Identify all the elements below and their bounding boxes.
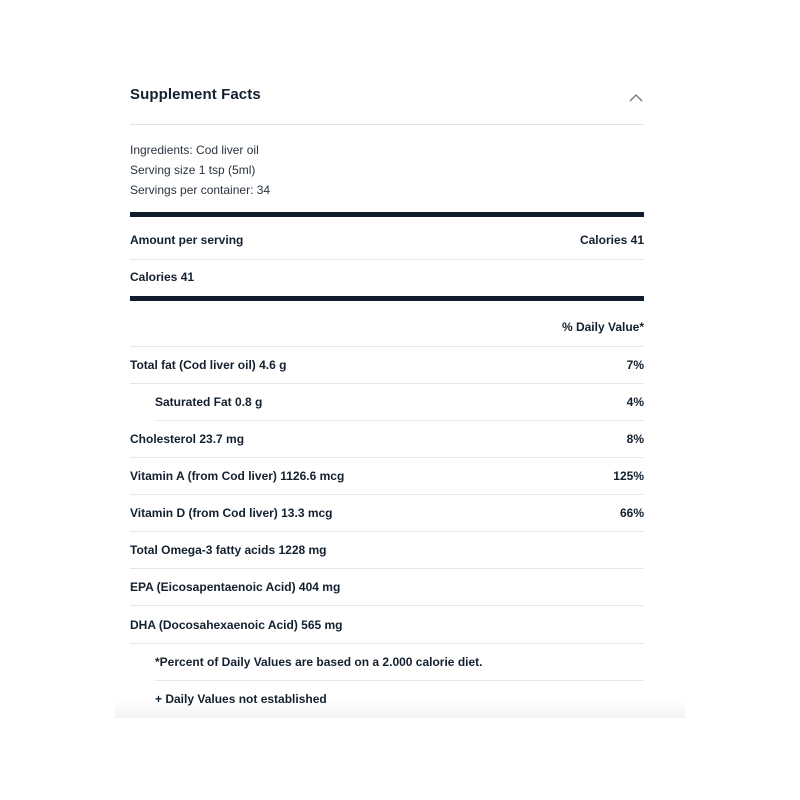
supplement-facts-header[interactable] [130,72,643,125]
nutrient-label: DHA (Docosahexaenoic Acid) 565 mg [130,618,343,632]
daily-value-header-row [130,310,644,347]
nutrient-daily-value: 8% [626,432,644,446]
footnote-daily-values: *Percent of Daily Values are based on a 2.000 calorie diet. [155,655,483,669]
nutrient-row [130,458,644,495]
nutrient-row [130,569,644,606]
nutrient-label: Total Omega-3 fatty acids 1228 mg [130,543,327,557]
nutrient-row [130,421,644,458]
nutrient-row [155,384,644,421]
nutrient-daily-value: 66% [619,506,644,520]
nutrient-daily-value: 125% [613,469,644,483]
product-info [130,140,643,200]
calories-value: Calories 41 [579,233,644,247]
nutrient-label: Vitamin A (from Cod liver) 1126.6 mcg [130,469,345,483]
nutrient-row [130,607,644,644]
calories-row [130,260,644,297]
section-title: Supplement Facts [130,86,261,103]
ingredients-text: Ingredients: Cod liver oil [130,143,259,157]
nutrient-label: Vitamin D (from Cod liver) 13.3 mcg [130,506,333,520]
daily-value-header: % Daily Value* [561,320,644,334]
thick-divider [130,296,644,301]
amount-per-serving-row [130,223,644,260]
nutrient-label: Total fat (Cod liver oil) 4.6 g [130,358,287,372]
footnote-row [155,681,644,718]
servings-per-container-text: Servings per container: 34 [130,183,271,197]
nutrient-row [130,495,644,532]
nutrient-row [130,532,644,569]
nutrient-label: Saturated Fat 0.8 g [155,395,263,409]
nutrient-daily-value: 4% [626,395,644,409]
amount-per-serving-label: Amount per serving [130,233,244,247]
calories-label: Calories 41 [130,270,195,284]
nutrient-label: EPA (Eicosapentaenoic Acid) 404 mg [130,580,341,594]
footnote-not-established: + Daily Values not established [155,692,327,706]
thick-divider [130,212,644,217]
footnote-row [155,644,644,681]
chevron-up-icon[interactable] [629,90,643,100]
nutrient-daily-value: 7% [626,358,644,372]
serving-size-text: Serving size 1 tsp (5ml) [130,163,256,177]
nutrient-row [130,347,644,384]
nutrient-label: Cholesterol 23.7 mg [130,432,245,446]
